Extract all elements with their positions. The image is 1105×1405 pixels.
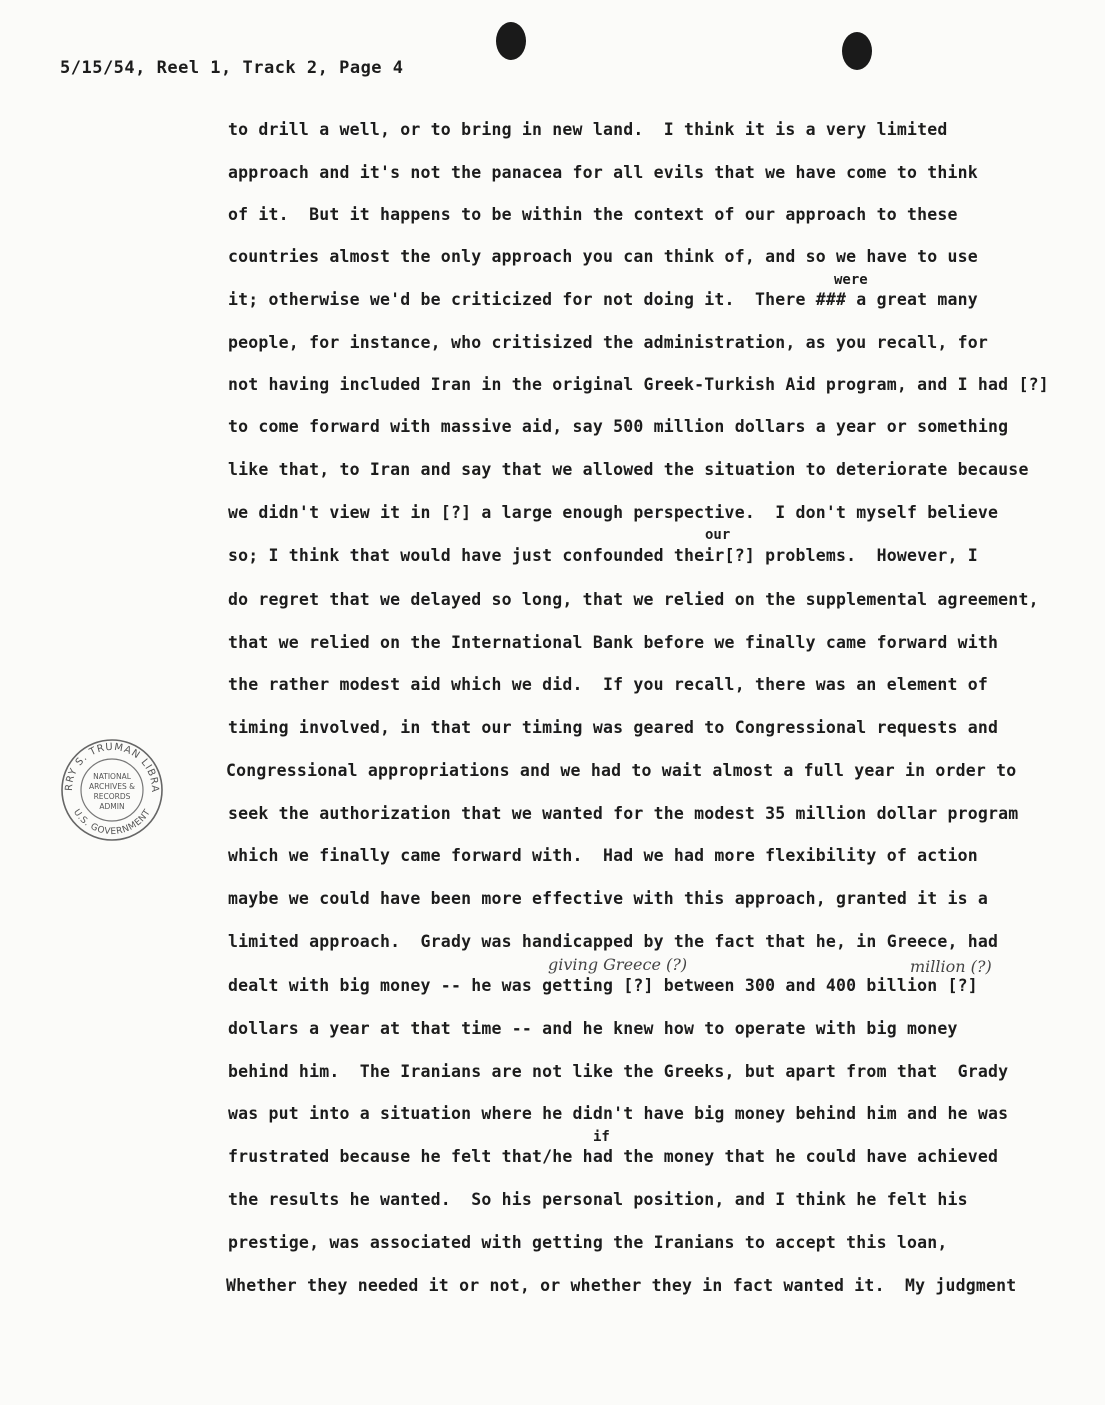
text-line: maybe we could have been more effective with this approach, granted it is a [228, 889, 989, 908]
text-line: prestige, was associated with getting the Iranians to accept this loan, [228, 1233, 948, 1252]
text-line: was put into a situation where he didn't have big money behind him and he was [228, 1104, 1009, 1123]
text-line: frustrated because he felt that/he had the money that he could have achieved [228, 1147, 999, 1166]
text-line: the results he wanted. So his personal position, and I think he felt his [228, 1190, 968, 1209]
text-line: people, for instance, who critisized the administration, as you recall, for [228, 333, 989, 352]
handwritten-note-giving-greece: giving Greece (?) [548, 955, 688, 974]
stamp-bottom-text: U.S. GOVERNMENT [71, 807, 153, 838]
text-line: approach and it's not the panacea for all evils that we have come to think [228, 163, 978, 182]
insertion-if: if [593, 1129, 610, 1145]
insertion-were: were [834, 272, 868, 288]
text-line: like that, to Iran and say that we allowed the situation to deteriorate because [228, 460, 1029, 479]
text-line: countries almost the only approach you can think of, and so we have to use [228, 247, 978, 266]
page-header: 5/15/54, Reel 1, Track 2, Page 4 [60, 58, 404, 78]
text-line: it; otherwise we'd be criticized for not doing it. There ### a great many [228, 290, 978, 309]
text-line: not having included Iran in the original Greek-Turkish Aid program, and I had [?] [228, 375, 1049, 394]
stamp-inner-line: ARCHIVES & [89, 782, 135, 791]
stamp-outer-text: RRY S. TRUMAN LIBRA [63, 741, 161, 794]
punch-hole-right [842, 32, 872, 70]
stamp-inner-line: NATIONAL [93, 772, 131, 781]
text-line: so; I think that would have just confounded their[?] problems. However, I [228, 546, 978, 565]
text-line: Congressional appropriations and we had to wait almost a full year in order to [226, 761, 1017, 780]
text-line: which we finally came forward with. Had we had more flexibility of action [228, 846, 978, 865]
stamp-inner-line: RECORDS [93, 792, 131, 801]
text-line: timing involved, in that our timing was geared to Congressional requests and [228, 718, 999, 737]
text-line: dealt with big money -- he was getting [?] between 300 and 400 billion [?] [228, 976, 978, 995]
text-line: seek the authorization that we wanted for the modest 35 million dollar program [228, 804, 1019, 823]
text-line: to come forward with massive aid, say 500 million dollars a year or something [228, 417, 1009, 436]
text-line: Whether they needed it or not, or whether they in fact wanted it. My judgment [226, 1276, 1017, 1295]
text-line: behind him. The Iranians are not like the Greeks, but apart from that Grady [228, 1062, 1009, 1081]
text-line: we didn't view it in [?] a large enough perspective. I don't myself believe [228, 503, 999, 522]
text-line: that we relied on the International Bank before we finally came forward with [228, 633, 999, 652]
punch-hole-left [496, 22, 526, 60]
insertion-our: our [705, 527, 731, 543]
text-line: do regret that we delayed so long, that we relied on the supplemental agreement, [228, 590, 1039, 609]
text-line: limited approach. Grady was handicapped by the fact that he, in Greece, had [228, 932, 999, 951]
text-line: of it. But it happens to be within the context of our approach to these [228, 205, 958, 224]
text-line: the rather modest aid which we did. If you recall, there was an element of [228, 675, 989, 694]
text-line: dollars a year at that time -- and he knew how to operate with big money [228, 1019, 958, 1038]
handwritten-note-million: million (?) [910, 957, 992, 976]
text-line: to drill a well, or to bring in new land. I think it is a very limited [228, 120, 948, 139]
stamp-inner-line: ADMIN [99, 802, 125, 811]
library-stamp [58, 736, 166, 844]
